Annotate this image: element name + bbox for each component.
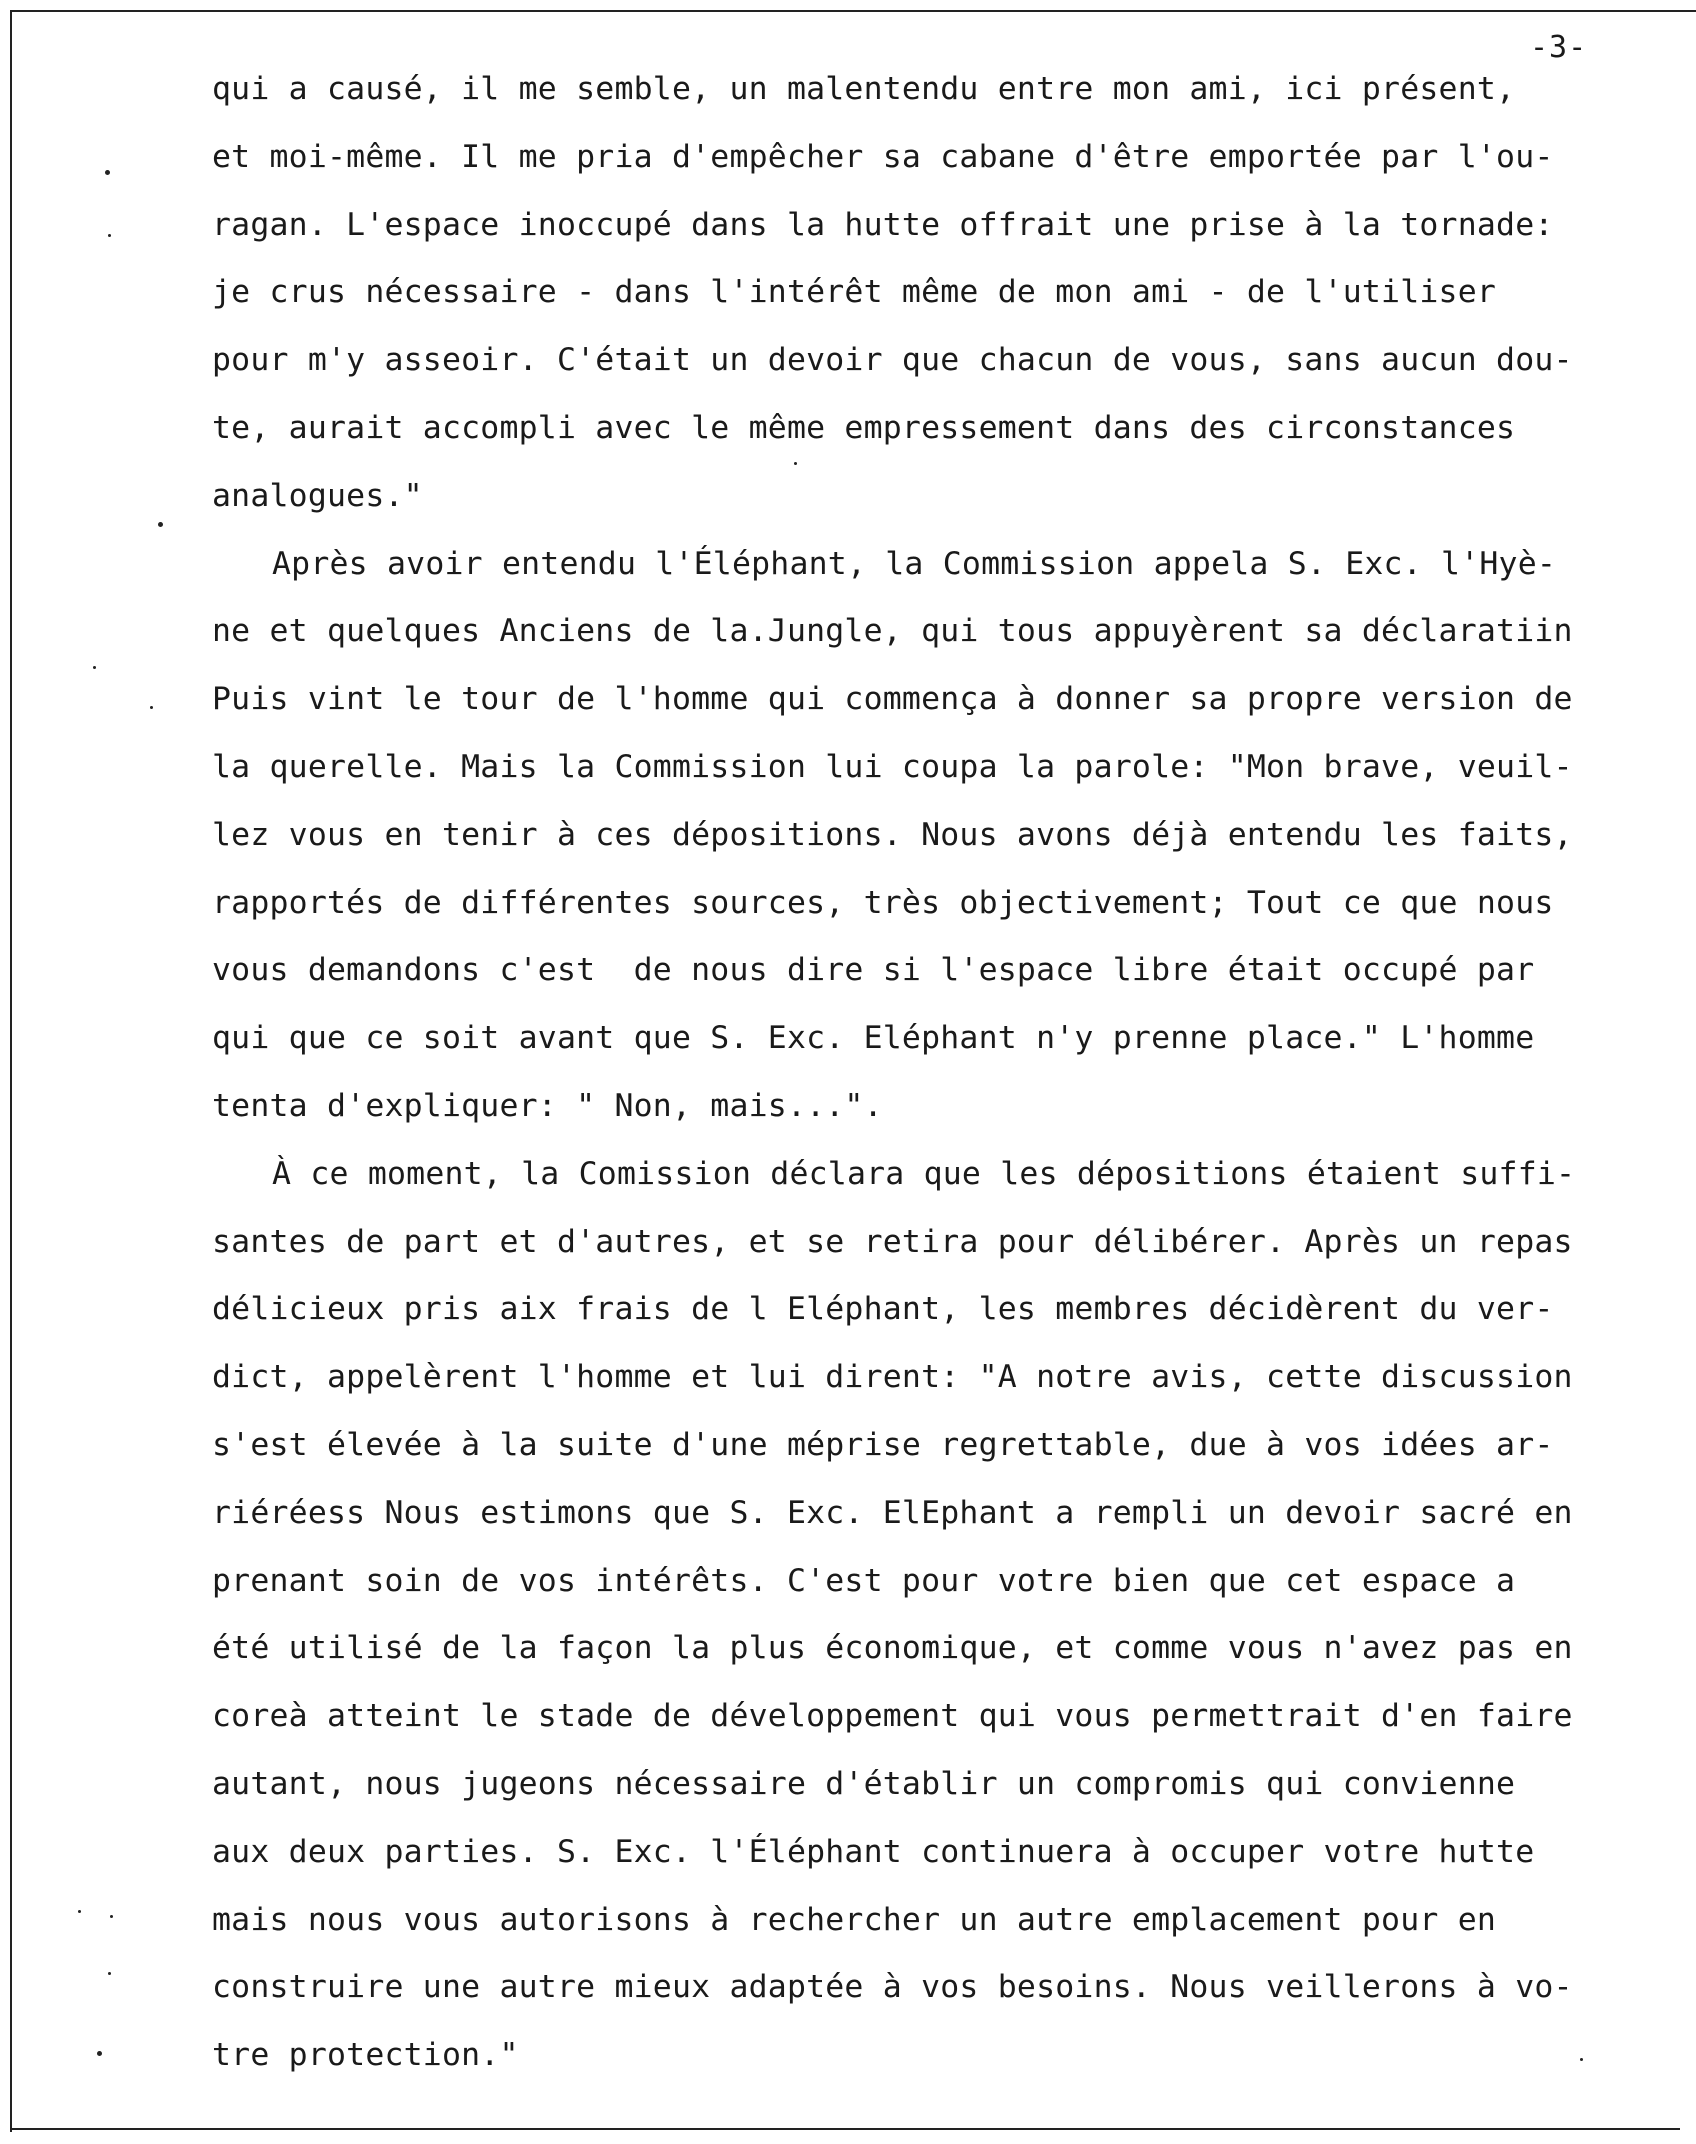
- ink-speck: [78, 1910, 81, 1913]
- text-line: tenta d'expliquer: " Non, mais...".: [212, 1087, 883, 1124]
- text-line: délicieux pris aix frais de l Eléphant, les membres décidèrent du ver-: [212, 1291, 1554, 1328]
- page-border-top: [10, 10, 1696, 12]
- ink-speck: [97, 2051, 102, 2056]
- text-line: mais nous vous autorisons à rechercher un autre emplacement pour en: [212, 1901, 1497, 1938]
- text-line: riéréess Nous estimons que S. Exc. ElEphant a rempli un devoir sacré en: [212, 1494, 1573, 1531]
- text-line: la querelle. Mais la Commission lui coupa la parole: "Mon brave, veuil-: [212, 748, 1573, 785]
- text-line: je crus nécessaire - dans l'intérêt même de mon ami - de l'utiliser: [212, 274, 1497, 311]
- ink-speck: [158, 522, 163, 527]
- text-line: qui a causé, il me semble, un malentendu entre mon ami, ici présent,: [212, 71, 1516, 107]
- ink-speck: [110, 1915, 113, 1918]
- text-line: rapportés de différentes sources, très objectivement; Tout ce que nous: [212, 884, 1554, 921]
- ink-speck: [108, 234, 111, 237]
- page-border-bottom: [10, 2128, 1680, 2130]
- text-line: Puis vint le tour de l'homme qui commença à donner sa propre version de: [212, 681, 1573, 718]
- paragraph-start-line: À ce moment, la Comission déclara que les dépositions étaient suffi-: [272, 1155, 1576, 1192]
- text-line: analogues.": [212, 477, 423, 514]
- text-line: dict, appelèrent l'homme et lui dirent: "A notre avis, cette discussion: [212, 1359, 1573, 1396]
- text-line: aux deux parties. S. Exc. l'Éléphant continuera à occuper votre hutte: [212, 1833, 1535, 1870]
- text-line: ragan. L'espace inoccupé dans la hutte offrait une prise à la tornade:: [212, 206, 1554, 243]
- page-border-left: [10, 12, 12, 2132]
- ink-speck: [105, 170, 110, 175]
- text-line: qui que ce soit avant que S. Exc. Eléphant n'y prenne place." L'homme: [212, 1020, 1535, 1057]
- text-line: vous demandons c'est de nous dire si l'espace libre était occupé par: [212, 952, 1535, 989]
- typed-text-body: [212, 56, 1682, 2090]
- text-line: pour m'y asseoir. C'était un devoir que chacun de vous, sans aucun dou-: [212, 342, 1573, 379]
- text-line: santes de part et d'autres, et se retira pour délibérer. Après un repas: [212, 1223, 1573, 1260]
- text-line: s'est élevée à la suite d'une méprise regrettable, due à vos idées ar-: [212, 1426, 1554, 1463]
- ink-speck: [150, 706, 153, 709]
- text-line: prenant soin de vos intérêts. C'est pour votre bien que cet espace a: [212, 1562, 1516, 1599]
- text-line: tre protection.": [212, 2037, 519, 2074]
- text-line: et moi-même. Il me pria d'empêcher sa cabane d'être emportée par l'ou-: [212, 138, 1554, 175]
- ink-speck: [108, 1972, 111, 1975]
- text-line: coreà atteint le stade de développement qui vous permettrait d'en faire: [212, 1698, 1573, 1735]
- text-line: été utilisé de la façon la plus économique, et comme vous n'avez pas en: [212, 1630, 1573, 1667]
- page-number: -3-: [1530, 30, 1588, 65]
- text-line: construire une autre mieux adaptée à vos besoins. Nous veillerons à vo-: [212, 1969, 1573, 2006]
- text-line: ne et quelques Anciens de la.Jungle, qui tous appuyèrent sa déclaratiin: [212, 613, 1573, 650]
- text-line: lez vous en tenir à ces dépositions. Nous avons déjà entendu les faits,: [212, 816, 1573, 853]
- ink-speck: [93, 666, 96, 669]
- paragraph-start-line: Après avoir entendu l'Éléphant, la Commission appela S. Exc. l'Hyè-: [272, 545, 1557, 582]
- text-line: autant, nous jugeons nécessaire d'établir un compromis qui convienne: [212, 1765, 1516, 1802]
- text-line: te, aurait accompli avec le même empressement dans des circonstances: [212, 409, 1516, 446]
